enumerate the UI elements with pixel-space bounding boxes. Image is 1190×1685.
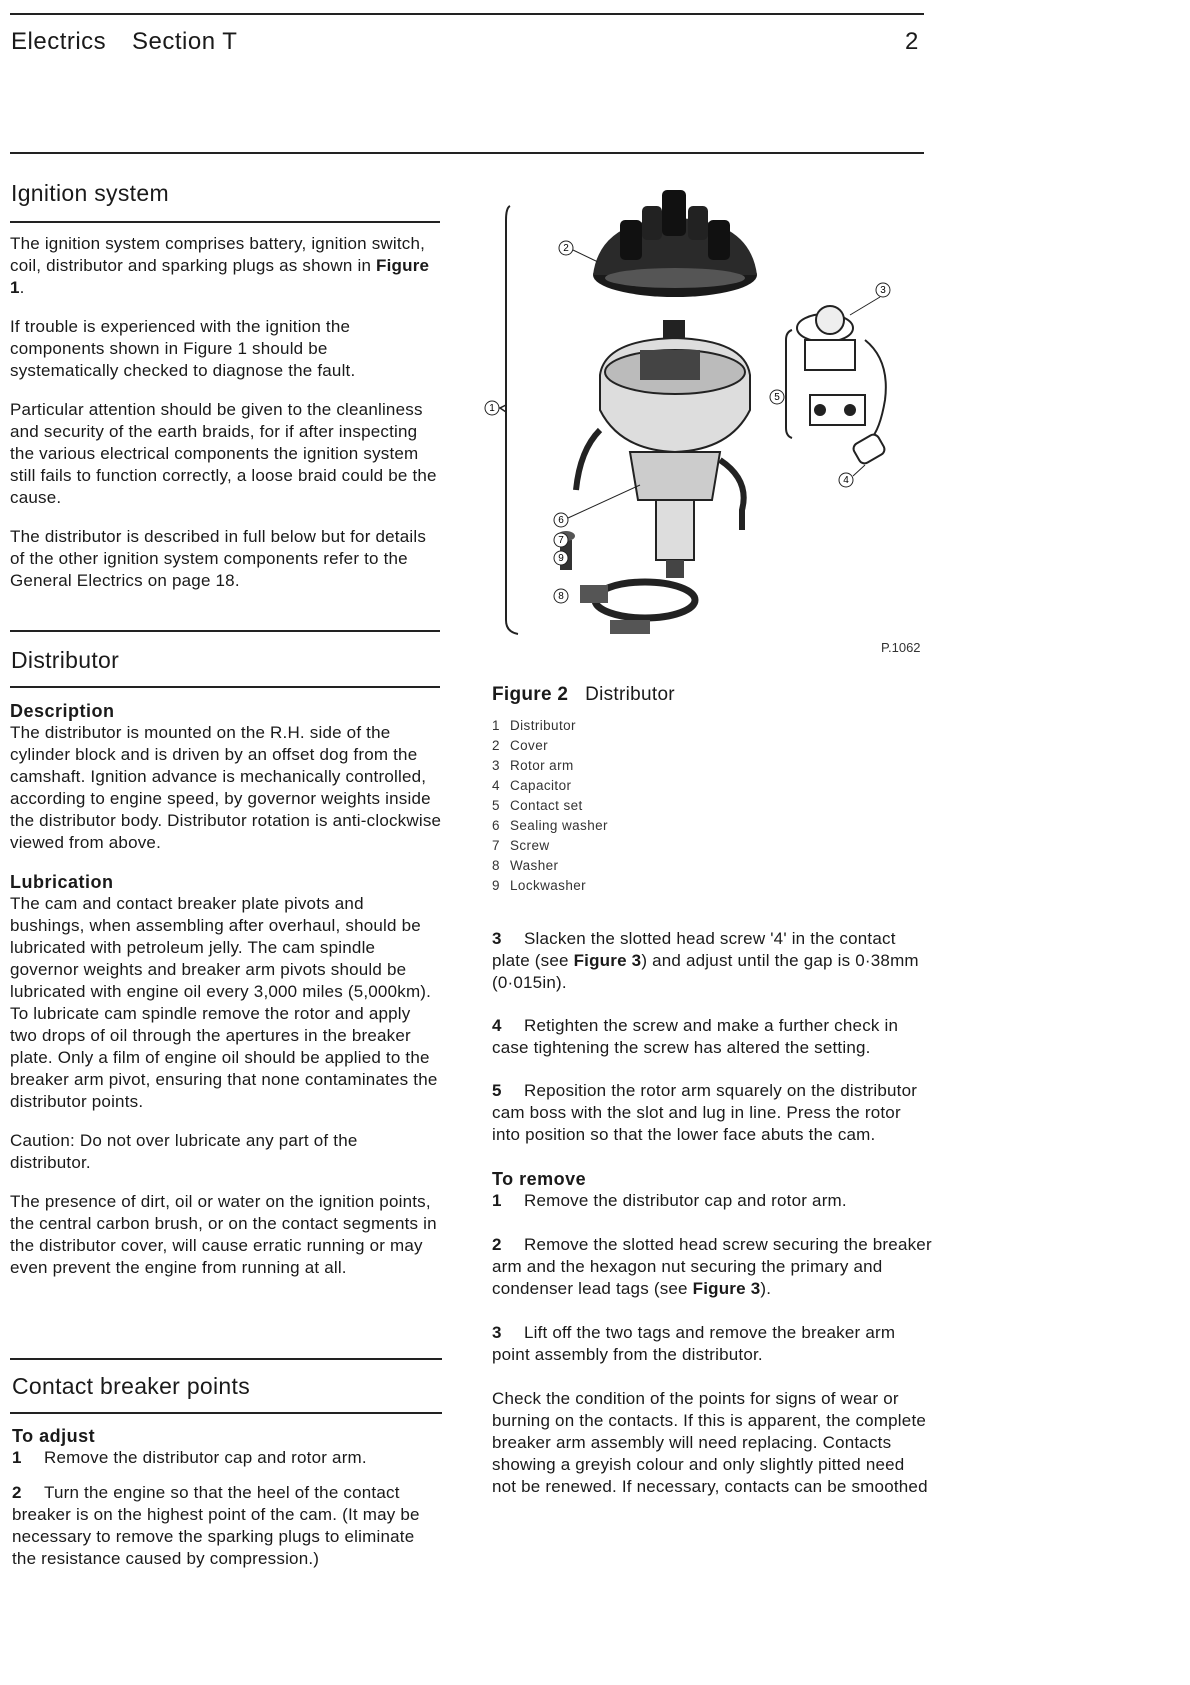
figure-caption (492, 684, 675, 706)
svg-text:7: 7 (558, 535, 564, 546)
adjust-step-2: 2 Turn the engine so that the heel of the contact breaker is on the highest point of the cam. (It may be necessary to remove the sparking plugs to eliminate the resistance caused by compression.) (12, 1483, 420, 1568)
callout-2 (559, 241, 598, 262)
contact-breaker-section-title: Contact breaker points (12, 1373, 251, 1399)
legend-item: 5 Contact set (492, 798, 583, 813)
callout-5 (770, 390, 784, 404)
distributor-cap-drawing (593, 190, 757, 297)
to-remove-heading: To remove (492, 1169, 587, 1189)
legend-item: 9 Lockwasher (492, 878, 587, 893)
callout-8 (554, 589, 568, 603)
distributor-title-rule (10, 686, 440, 688)
svg-text:5: 5 (774, 392, 780, 403)
remove-step-3: 3 Lift off the two tags and remove the breaker arm point assembly from the distributor. (492, 1323, 896, 1364)
legend-item: 1 Distributor (492, 718, 576, 733)
legend-item: 7 Screw (492, 838, 550, 853)
description-heading: Description (10, 701, 115, 721)
header-section: Section T (132, 28, 238, 55)
remove-step-2: 2 Remove the slotted head screw securing the breaker arm and the hexagon nut securing the primary and condenser lead tags (see Figure 3). (492, 1235, 932, 1298)
right-column-body (492, 928, 932, 1515)
remove-step-1: 1 Remove the distributor cap and rotor arm. (492, 1191, 847, 1210)
contact-breaker-title-rule (10, 1412, 442, 1414)
ignition-section-title: Ignition system (11, 180, 169, 206)
top-rule (10, 13, 924, 15)
legend-item: 4 Capacitor (492, 778, 572, 793)
legend-item: 3 Rotor arm (492, 758, 574, 773)
figure-3-reference: Figure 3 (692, 1279, 761, 1298)
svg-text:4: 4 (843, 475, 849, 486)
figure-title: Distributor (585, 684, 675, 705)
clamp-drawing (580, 582, 695, 634)
legend-item: 8 Washer (492, 858, 559, 873)
contact-breaker-body (12, 1425, 442, 1587)
ignition-body (10, 233, 440, 609)
callout-7 (554, 533, 568, 547)
page-number: 2 (905, 28, 919, 55)
figure-reference-code: P.1062 (881, 640, 921, 655)
callout-1 (485, 401, 499, 415)
adjust-step-3: 3 Slacken the slotted head screw '4' in the contact plate (see Figure 3) and adjust until the gap is 0·38mm (0·015in). (492, 929, 919, 992)
svg-text:8: 8 (558, 591, 564, 602)
lubrication-paragraph: The cam and contact breaker plate pivots and bushings, when assembling after overhaul, should be lubricated with petroleum jelly. The cam spindle governor weights and breaker arm pivots should be lubricated with engine oil every 3,000 miles (5,000km). To lubricate cam spindle remove the rotor and apply two drops of oil through the apertures in the breaker plate. Only a film of engine oil should be applied to the breaker arm pivot, ensuring that none contaminates the distributor points. (10, 894, 438, 1111)
distributor-body (10, 700, 442, 1296)
svg-text:9: 9 (558, 553, 564, 564)
callout-6 (554, 485, 640, 527)
adjust-step-5: 5 Reposition the rotor arm squarely on the distributor cam boss with the slot and lug in line. Press the rotor into position so that the lower face abuts the cam. (492, 1081, 918, 1144)
presence-paragraph: The presence of dirt, oil or water on the ignition points, the central carbon brush, or on the contact segments in the distributor cover, will cause erratic running or may even prevent the engine from running at all. (10, 1192, 437, 1277)
lubrication-heading: Lubrication (10, 872, 114, 892)
figure-1-reference: Figure 1 (10, 256, 430, 297)
distributor-exploded-diagram (480, 180, 940, 660)
legend-item: 6 Sealing washer (492, 818, 608, 833)
distributor-body-drawing (576, 338, 750, 578)
adjust-step-4: 4 Retighten the screw and make a further check in case tightening the screw has altered the setting. (492, 1016, 899, 1057)
adjust-step-1: 1 Remove the distributor cap and rotor arm. (12, 1448, 367, 1467)
check-paragraph: Check the condition of the points for signs of wear or burning on the contacts. If this is apparent, the complete breaker arm assembly will need replacing. Contacts showing a greyish colour and only slightly pitted need not be renewed. If necessary, contacts can be smoothed (492, 1389, 928, 1496)
legend-item: 2 Cover (492, 738, 549, 753)
contact-set-drawing (797, 306, 887, 466)
svg-text:1: 1 (489, 403, 495, 414)
to-adjust-heading: To adjust (12, 1426, 96, 1446)
figure-label: Figure 2 (492, 684, 569, 705)
ignition-paragraph-4: The distributor is described in full below but for details of the other ignition system components refer to the General Electrics on page 18. (10, 527, 427, 590)
ignition-paragraph-3: Particular attention should be given to the cleanliness and security of the earth braids, for if after inspecting the various electrical components the ignition system still fails to function correctly, a loose braid could be the cause. (10, 400, 437, 507)
svg-text:6: 6 (558, 515, 564, 526)
callout-9 (554, 551, 568, 565)
header-bottom-rule (10, 152, 924, 154)
contact-breaker-top-rule (10, 1358, 442, 1360)
ignition-paragraph-2: If trouble is experienced with the ignition the components shown in Figure 1 should be systematically checked to diagnose the fault. (10, 317, 356, 380)
callout-4 (839, 465, 865, 487)
svg-text:2: 2 (563, 243, 569, 254)
header-chapter: Electrics (11, 28, 107, 55)
callout-3 (850, 283, 890, 315)
caution-paragraph: Caution: Do not over lubricate any part of the distributor. (10, 1131, 358, 1172)
figure-3-reference: Figure 3 (573, 951, 642, 970)
svg-text:3: 3 (880, 285, 886, 296)
distributor-top-rule (10, 630, 440, 632)
description-paragraph: The distributor is mounted on the R.H. side of the cylinder block and is driven by an offset dog from the camshaft. Ignition advance is mechanically controlled, according to engine speed, by governor weights inside the distributor body. Distributor rotation is anti-clockwise viewed from above. (10, 723, 442, 852)
distributor-section-title: Distributor (11, 647, 120, 673)
figure-legend (492, 716, 692, 896)
ignition-title-rule (10, 221, 440, 223)
ignition-paragraph-1: The ignition system comprises battery, ignition switch, coil, distributor and sparking plugs as shown in Figure 1. (10, 234, 430, 297)
